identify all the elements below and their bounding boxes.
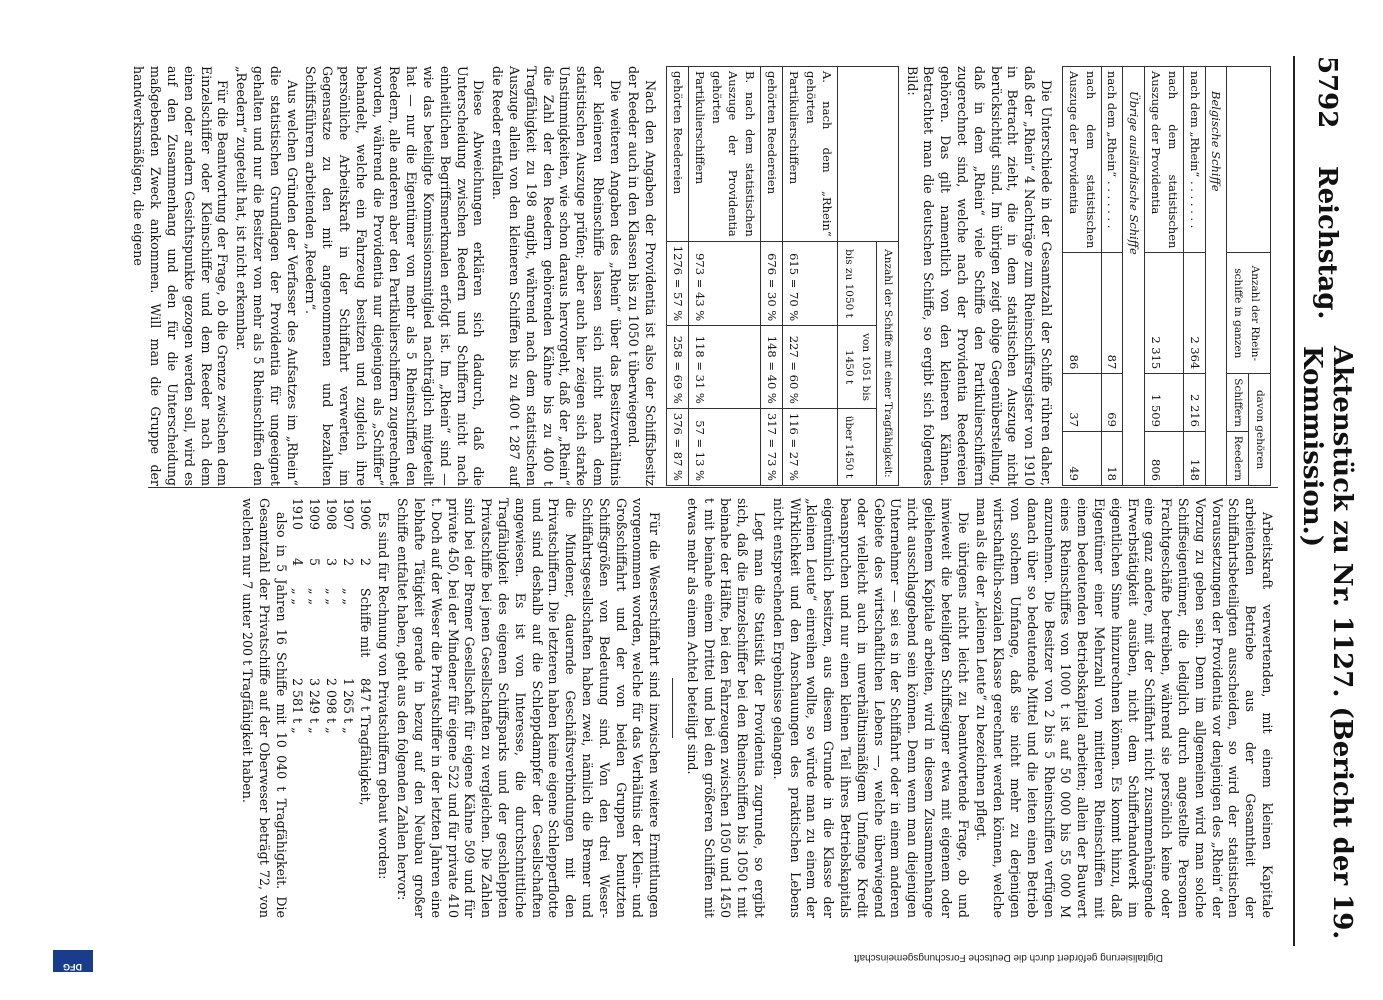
cell: 148 = 40 %	[761, 326, 783, 409]
cell: 116 = 27 %	[783, 408, 838, 485]
cell: 1276 = 57 %	[667, 241, 689, 325]
ship-unit: „ „	[340, 588, 356, 606]
cell: 615 = 70 %	[783, 241, 838, 325]
ship-unit: „ „	[323, 588, 339, 606]
digitization-credit: Digitalisierung gefördert durch die Deutsche Forschungsgemeinschaft	[853, 952, 1163, 963]
cell-schiffern: 37	[1063, 374, 1102, 432]
header-rule	[1293, 56, 1295, 946]
paragraph: Für die Weserschiffahrt sind inzwischen weitere Ermittlungen vorgenommen worden, welche für das Verhältnis der Klein- und Großschiffahrt und der von beiden Gruppen benutzten Schiffsgrößen von Bedeutung sind. Von den drei Weser-Schiffahrtsgesellschaften haben zwei, nämlich die Bremer und die Mindener, dauernde Geschäftsverbindungen mit den Privatschiffern. Die letzteren haben keine eigene Schlepperflotte und sind deshalb auf die Schleppdampfer der Gesellschaften angewiesen. Es ist von Interesse, die durchschnittliche Tragfähigkeit des eigenen Schiffsparks und der geschleppten Privatschiffe bei jenen Gesellschaften zu vergleichen. Die Zahlen sind bei der Bremer Gesellschaft für eigene Kähne 509 und für private 450, bei der Mindener für eigene 522 und für private 410 t. Doch auf der Weser die Privatschiffer in der letzten Jahren eine lebhafte Tätigkeit gerade in bezug auf den Neubau großer Schiffe entfaltet haben, geht aus den folgenden Zahlen hervor:	[395, 498, 663, 918]
table2-col-3: über 1450 t	[838, 408, 877, 485]
cell: 258 = 69 %	[667, 326, 689, 409]
header-title: Aktenstück zu Nr. 1127. (Bericht der 19. Kommission.)	[1297, 346, 1357, 940]
ship-year: 1908	[323, 498, 339, 531]
table-row	[1145, 67, 1184, 486]
ship-unit: „ „	[290, 588, 306, 606]
table-row	[667, 67, 689, 486]
cell: 118 = 31 %	[689, 326, 761, 409]
ship-count: 4	[290, 558, 306, 567]
table1-col-reedern: Reedern	[1227, 431, 1249, 485]
paragraph: Legt man die Statistik der Providentia zugrunde, so ergibt sich, daß die Einzelschiffer bei den Rheinschiffen bis 1050 t mit beinahe der Hälfte, bei den Fahrzeugen zwischen 1050 und 1450 t mit beinahe einem Drittel und bei den größeren Schiffen mit etwas mehr als einem Achtel beteiligt sind.	[684, 498, 768, 918]
ship-unit: Schiffe mit	[357, 588, 373, 658]
paragraph: Die übrigens nicht leicht zu beantwortende Frage, ob und inwieweit die beteiligten Schiffseigner etwa mit eigenem oder geliehenem Kapitale arbeiten, wird in diesem Zusammenhange nicht ausschlaggebend sein können. Denn wenn man diejenigen Unternehmer — sei es in der Schiffahrt oder in einem anderen Gebiete des wirtschaftlichen Lebens —, welche überwiegend oder vielleicht auch in unverhältnismäßigem Umfange Kredit beanspruchen und nur einen kleinen Teil ihres Betriebskapitals eigentümlich besitzen, aus diesem Grunde in die Klasse der „kleinen Leute“ einreihen wollte, so würde man zu einem der Wirklichkeit und den Anschauungen des praktischen Lebens nicht entsprechenden Ergebnisse gelangen.	[770, 498, 971, 918]
ship-count: 5	[307, 558, 323, 567]
ship-tons: 3 249 t „	[307, 678, 323, 734]
ship-year: 1910	[290, 498, 306, 531]
table1-section-a: Belgische Schiffe	[1205, 67, 1227, 486]
table2-col-1: bis zu 1050 t	[838, 241, 877, 325]
row-label: nach dem „Rhein“ . . . . . . .	[1101, 67, 1123, 253]
cell: 376 = 87 %	[667, 408, 689, 485]
row-label: A. nach dem „Rhein“ gehörten Partikulierschiffern	[783, 67, 838, 242]
cell: 317 = 73 %	[761, 408, 783, 485]
row-label: gehörten Reedereien	[761, 67, 783, 242]
paragraph: also in 5 Jahren 16 Schiffe mit 10 040 t Tragfähigkeit. Die Gesamtzahl der Privatschiffe auf der Oberweser beträgt 72, von welchen nur 7 unter 200 t Tragfähigkeit haben.	[239, 498, 289, 918]
cell-total: 2 315	[1145, 253, 1184, 374]
cell-schiffern: 69	[1101, 374, 1123, 432]
paragraph: Diese Abweichungen erklären sich dadurch, daß die Unterscheidung zwischen Reedern und Schiffern nicht nach einheitlichen Begriffsmerkmalen erfolgt ist. Im „Rhein“ sind — wie das beteiligte Kommissionsmitglied nachträglich mitgeteilt hat — nur die Eigentümer von mehr als 5 Rheinschiffen den Reedern, alle anderen aber den Partikulierschiffern zugerechnet worden, während die Providentia nur diejenigen als „Schiffer“ behandelt, welche ein Fahrzeug besitzen und zugleich ihre persönliche Arbeitskraft in der Schiffahrt verwerten, im Gegensatze zu den mit angenommenen und bezahlten Schiffsführern arbeitenden „Reedern“.	[303, 66, 487, 486]
cell-total: 87	[1101, 253, 1123, 374]
row-label: B. nach dem statistischen Auszuge der Providentia gehörten Partikulierschiffern	[689, 67, 761, 242]
cell: 973 = 43 %	[689, 241, 761, 325]
ship-year: 1907	[340, 498, 356, 531]
list-item	[356, 498, 373, 918]
ship-tons: 2 581 t „	[290, 678, 306, 734]
paragraph: Die Unterschiede in der Gesamtzahl der Schiffe rühren daher, daß der „Rhein“ 4 Nachträge zum Rheinschiffsregister von 1910 in Betracht zieht, die in dem statistischen Auszuge nicht berücksichtigt sind. Im übrigen zeigt obige Gegenüberstellung, daß in dem „Rhein“ viele Schiffe den Partikulierschiffern zugerechnet sind, welche nach der Providentia Reedereien gehören. Das gilt namentlich von den kleineren Kähnen. Betrachtet man die deutschen Schiffe, so ergibt sich folgendes Bild:	[904, 66, 1055, 486]
table1-corner	[1227, 67, 1271, 253]
paragraph: Aus welchen Gründen der Verfasser des Aufsatzes im „Rhein“ die statistischen Grundlagen der Providentia für ungeeignet gehalten und nur die Besitzer von mehr als 5 Rheinschiffen den „Reedern“ zugeteilt hat, ist nicht erkennbar.	[234, 66, 300, 486]
table-row	[1101, 67, 1123, 486]
table-row	[1183, 67, 1205, 486]
left-column	[128, 66, 1275, 486]
table-row	[783, 67, 838, 486]
table-row	[1063, 67, 1102, 486]
column-divider	[148, 487, 1278, 488]
ship-year: 1909	[307, 498, 323, 531]
paragraph: Für die Beantwortung der Frage, ob die Grenze zwischen dem Einzelschiffer oder Kleinschiffer und dem Reeder nach dem einen oder andern Gesichtspunkte gezogen werden soll, wird es auf den Zusammenhang und den für die Unterscheidung maßgebenden Zweck ankommen. Will man die Gruppe der handwerksmäßigen, die eigene	[131, 66, 231, 486]
cell: 57 = 13 %	[689, 408, 761, 485]
section-rule	[672, 678, 673, 738]
ships-list	[289, 498, 373, 918]
row-label: gehörten Reedereien	[667, 67, 689, 242]
cell-schiffern: 1 509	[1145, 374, 1184, 432]
ships-table-1	[1062, 66, 1271, 486]
row-label: nach dem „Rhein“ . . . . . . .	[1183, 67, 1205, 253]
ship-count: 2	[340, 558, 356, 567]
ship-unit: „ „	[307, 588, 323, 606]
cell: 227 = 60 %	[783, 326, 838, 409]
ship-count: 2	[357, 558, 373, 567]
table2-col-2: von 1051 bis 1450 t	[838, 326, 877, 409]
row-label: nach dem statistischen Auszuge der Providentia	[1063, 67, 1102, 253]
ship-tons: 847 t Tragfähigkeit,	[357, 678, 373, 806]
table-row	[689, 67, 761, 486]
list-item	[305, 498, 322, 918]
ship-year: 1906	[357, 498, 373, 531]
table1-section-b: Übrige ausländische Schiffe	[1123, 67, 1145, 486]
table2-corner	[838, 67, 898, 242]
table1-col-total: Anzahl der Rhein-schiffe in ganzen	[1227, 253, 1271, 374]
list-item	[289, 498, 306, 918]
cell-reedern: 49	[1063, 431, 1102, 485]
table1-col-schiffern: Schiffern	[1227, 374, 1249, 432]
cell: 676 = 30 %	[761, 241, 783, 325]
table2-caption: Anzahl der Schiffe mit einer Tragfähigkeit:	[877, 241, 899, 485]
cell-schiffern: 2 216	[1183, 374, 1205, 432]
paragraph: Die weiteren Angaben des „Rhein“ über das Besitzverhältnis der kleineren Rheinschiffe lassen sich nicht nach dem statistischen Auszuge prüfen; aber auch hier zeigen sich starke Unstimmigkeiten, wie schon daraus hervorgeht, daß der „Rhein“ die Zahl der den Reedern gehörenden Kähne bis zu 400 t Tragfähigkeit zu 198 angibt, während nach dem statistischen Auszuge allein von den kleineren Schiffen bis zu 400 t 287 auf die Reeder entfallen.	[490, 66, 623, 486]
ship-tons: 1 265 t „	[340, 678, 356, 734]
dfg-logo: DFG	[53, 950, 93, 972]
table1-group-header: davon gehören	[1249, 374, 1271, 486]
paragraph: Arbeitskraft verwertenden, mit einem kleinen Kapitale arbeitenden Betriebe aus der Gesamtheit der Schiffahrtsbeteiligten ausscheiden, so wird der statistischen Voraussetzungen der Providentia vor denjenigen des „Rhein“ der Vorzug zu geben sein. Denn im allgemeinen wird man solche Schiffseigentümer, die lediglich durch angestellte Personen Frachtgeschäfte betreiben, während sie persönlich keine oder eine ganz andere, mit der Schiffahrt nicht zusammenhängende Erwerbstätigkeit ausüben, nicht dem Schifferhandwerk im eigentlichen Sinne hinzurechnen können. Es kommt hinzu, daß Eigentümer einer Mehrzahl von mittleren Rheinschiffen mit einem bedeutenden Betriebskapital arbeiten; allein der Bauwert eines Rheinschiffes von 1000 t ist auf 50 000 bis 55 000 M anzunehmen. Die Besitzer von 2 bis 5 Rheinschiffen verfügen danach über so bedeutende Mittel und die leiten einen Betrieb von solchem Umfange, daß sie nicht mehr zu derjenigen wirtschaftlich-sozialen Klasse gerechnet werden können, welche man als die der „kleinen Leute“ zu bezeichnen pflegt.	[974, 498, 1275, 918]
cell-total: 2 364	[1183, 253, 1205, 374]
row-label: nach dem statistischen Auszuge der Providentia	[1145, 67, 1184, 253]
table-row	[761, 67, 783, 486]
cell-reedern: 148	[1183, 431, 1205, 485]
ship-count: 3	[323, 558, 339, 567]
ship-tons: 2 098 t „	[323, 678, 339, 734]
ships-table-2	[666, 66, 899, 486]
paragraph: Nach den Angaben der Providentia ist also der Schiffsbesitz der Reeder auch in den Klassen bis zu 1050 t überwiegend.	[626, 66, 659, 486]
right-column	[236, 498, 1275, 918]
page-header	[1297, 56, 1357, 956]
paragraph: Es sind für Rechnung von Privatschiffern gebaut worden:	[376, 512, 392, 880]
cell-reedern: 806	[1145, 431, 1184, 485]
header-org: Reichstag.	[1312, 166, 1342, 320]
cell-total: 86	[1063, 253, 1102, 374]
cell-reedern: 18	[1101, 431, 1123, 485]
list-item	[339, 498, 356, 918]
list-item	[322, 498, 339, 918]
page-number: 5792	[1312, 56, 1342, 129]
